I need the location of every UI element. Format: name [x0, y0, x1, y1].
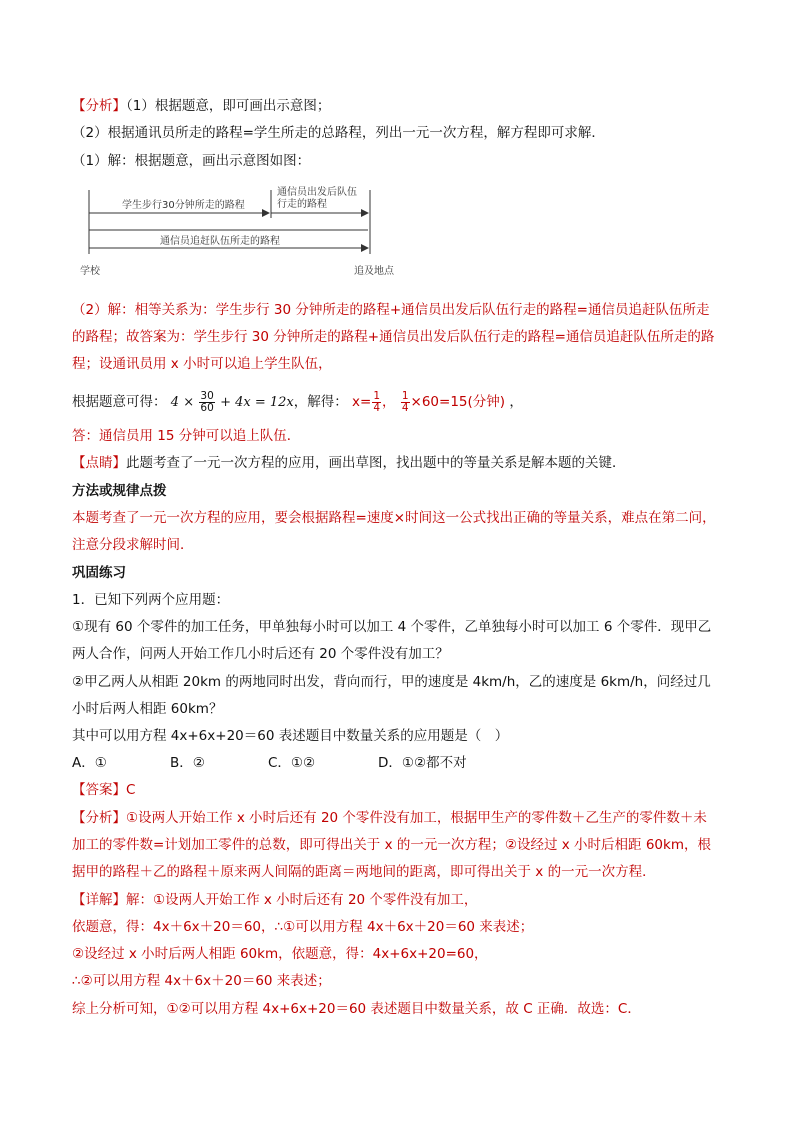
- analysis-q1-line-3: 据甲的路程＋乙的路程＋原来两人间隔的距离＝两地间的距离，即可得出关于 x 的一元一次方程．: [72, 864, 656, 880]
- option-c: C．①②: [268, 755, 316, 771]
- question-stem: 1．已知下列两个应用题：: [72, 592, 230, 608]
- comment-text: 此题考查了一元一次方程的应用，画出草图，找出题中的等量关系是解本题的关键．: [126, 455, 626, 471]
- minutes-result: ×60=15(分钟): [410, 394, 506, 410]
- solve-label: ，解得：: [293, 394, 348, 410]
- detail-tag: 【详解】: [72, 892, 126, 908]
- fraction-1-4: [372, 391, 381, 414]
- fraction-numerator: 30: [200, 389, 214, 402]
- equation-prefix: 根据题意可得：: [72, 394, 167, 410]
- solution-1: （1）解：根据题意，画出示意图如图：: [72, 153, 311, 169]
- school-label: 学校: [80, 266, 100, 277]
- equation-part-a: 4 ×: [170, 395, 195, 410]
- solution-2-line-2: 的路程；故答案为：学生步行 30 分钟所走的路程+通信员出发后队伍行走的路程=通信员追赶队伍所走的路: [72, 329, 715, 345]
- x-equals: x=: [352, 394, 372, 410]
- fraction-denominator: 60: [200, 401, 214, 414]
- method-title: 方法或规律点拨: [72, 483, 167, 499]
- analysis-2: （2）根据通讯员所走的路程=学生所走的总路程，列出一元一次方程，解方程即可求解．: [72, 125, 605, 141]
- fraction-30-60: [199, 391, 214, 414]
- problem-1-line-2: 两人合作，问两人开始工作几小时后还有 20 个零件没有加工？: [72, 646, 449, 662]
- method-text-line-2: 注意分段求解时间．: [72, 537, 194, 553]
- option-a: A．①: [72, 755, 107, 771]
- solution-2-line-3: 程；设通讯员用 x 小时可以追上学生队伍，: [72, 356, 332, 372]
- detail-line-3: ②设经过 x 小时后两人相距 60km，依题意，得：4x+6x+20=60，: [72, 946, 488, 962]
- detail-line-5: 综上分析可知，①②可以用方程 4x+6x+20＝60 表述题目中数量关系，故 C 正确．故选：C．: [72, 1001, 641, 1017]
- fraction-1-4-b: [401, 391, 410, 414]
- segment-2-label-line2: 行走的路程: [277, 199, 327, 210]
- comment-tag: 【点睛】: [72, 455, 126, 471]
- detail-line-1: [72, 890, 728, 910]
- question-prompt: 其中可以用方程 4x+6x+20＝60 表述题目中数量关系的应用题是（ ）: [72, 728, 509, 744]
- fraction-denominator: 4: [401, 401, 409, 414]
- comment: [72, 453, 728, 473]
- problem-2-line-2: 小时后两人相距 60km？: [72, 701, 223, 717]
- analysis-q1-tag: 【分析】: [72, 810, 126, 826]
- analysis-text: （1）根据题意，即可画出示意图；: [126, 98, 331, 114]
- equation-tail: ，: [509, 394, 523, 410]
- fraction-numerator: 1: [401, 389, 409, 402]
- fraction-numerator: 1: [373, 389, 381, 402]
- separator: ，: [382, 394, 396, 410]
- segment-2-label-line1: 通信员出发后队伍: [277, 187, 357, 198]
- fraction-denominator: 4: [373, 401, 381, 414]
- distance-diagram: [72, 182, 412, 282]
- analysis-1: [72, 96, 728, 116]
- analysis-tag: 【分析】: [72, 98, 126, 114]
- practice-title: 巩固练习: [72, 565, 126, 581]
- problem-1-line-1: ①现有 60 个零件的加工任务，甲单独每小时可以加工 4 个零件，乙单独每小时可以加工 6 个零件．现甲乙: [72, 619, 712, 635]
- equation-part-b: + 4x = 12x: [220, 395, 294, 410]
- segment-3-label: 通信员追赶队伍所走的路程: [160, 236, 280, 247]
- answer-tag: 【答案】C: [72, 782, 136, 798]
- analysis-q1-line-2: 加工的零件数=计划加工零件的总数，即可得出关于 x 的一元一次方程；②设经过 x 小时后相距 60km，根: [72, 837, 711, 853]
- equation-line: [72, 382, 728, 422]
- final-answer: [72, 426, 728, 446]
- analysis-q1-text: ①设两人开始工作 x 小时后还有 20 个零件没有加工，根据甲生产的零件数＋乙生产的零件数＋未: [126, 810, 707, 826]
- option-d: D．①②都不对: [378, 755, 467, 771]
- detail-line-2: 依题意，得：4x＋6x＋20＝60，∴①可以用方程 4x＋6x＋20＝60 来表述；: [72, 919, 534, 935]
- detail-text: 解：①设两人开始工作 x 小时后还有 20 个零件没有加工，: [126, 892, 478, 908]
- catchup-label: 追及地点: [354, 266, 394, 277]
- solution-2-line-1: （2）解：相等关系为：学生步行 30 分钟所走的路程+通信员出发后队伍行走的路程=通信员追赶队伍所走: [72, 302, 710, 318]
- problem-2-line-1: ②甲乙两人从相距 20km 的两地同时出发，背向而行，甲的速度是 4km/h，乙的速度是 6km/h，问经过几: [72, 674, 711, 690]
- detail-line-4: ∴②可以用方程 4x＋6x＋20＝60 来表述；: [72, 973, 331, 989]
- method-text-line-1: 本题考查了一元一次方程的应用，要会根据路程=速度×时间这一公式找出正确的等量关系，难点在第二问，: [72, 510, 716, 526]
- segment-1-label: 学生步行30分钟所走的路程: [122, 200, 245, 211]
- analysis-q1-line-1: [72, 808, 728, 828]
- option-b: B．②: [170, 755, 205, 771]
- final-answer-text: 答：通信员用 15 分钟可以追上队伍．: [72, 428, 301, 444]
